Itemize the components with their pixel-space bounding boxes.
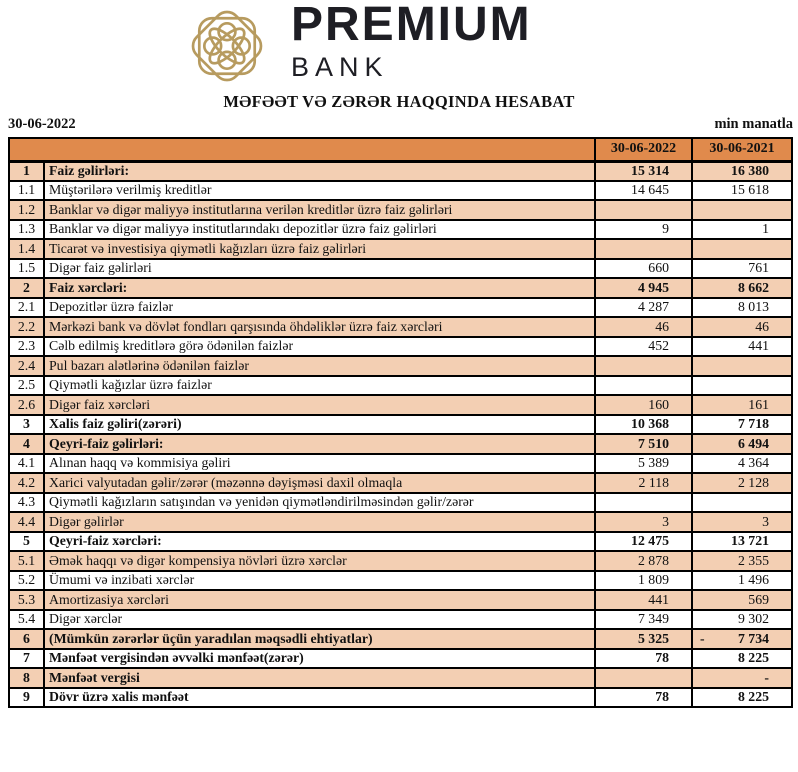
value-2022-cell: 14 645 <box>595 181 692 201</box>
value-2021-cell: 1 <box>692 220 792 240</box>
value-2022-cell: 7 349 <box>595 610 692 630</box>
value-2022-cell <box>595 668 692 688</box>
row-label-cell: Depozitlər üzrə faizlər <box>44 298 595 318</box>
value-2022-cell <box>595 376 692 396</box>
table-row <box>9 395 792 415</box>
value-2021-cell <box>692 493 792 513</box>
column-header-2022: 30-06-2022 <box>595 138 692 161</box>
value-2022-cell <box>595 200 692 220</box>
value-2022-cell: 5 325 <box>595 629 692 649</box>
report-date: 30-06-2022 <box>8 116 76 132</box>
table-row <box>9 415 792 435</box>
value-2021-cell: 13 721 <box>692 532 792 552</box>
value-2021-cell: 6 494 <box>692 434 792 454</box>
row-number-cell: 9 <box>9 688 44 708</box>
row-label-cell: Digər faiz xərcləri <box>44 395 595 415</box>
row-number-cell: 4.4 <box>9 512 44 532</box>
value-2021-cell: 1 496 <box>692 571 792 591</box>
value-2021-cell: - 7 734 <box>692 629 792 649</box>
value-2022-cell: 4 287 <box>595 298 692 318</box>
value-2021-cell: 441 <box>692 337 792 357</box>
value-2021-cell: 2 128 <box>692 473 792 493</box>
table-row <box>9 376 792 396</box>
row-label-cell: Cəlb edilmiş kreditlərə görə ödənilən faizlər <box>44 337 595 357</box>
table-row <box>9 551 792 571</box>
row-number-cell: 7 <box>9 649 44 669</box>
value-2022-cell: 160 <box>595 395 692 415</box>
row-number-cell: 3 <box>9 415 44 435</box>
row-label-cell: Digər gəlirlər <box>44 512 595 532</box>
row-number-cell: 5.1 <box>9 551 44 571</box>
table-row <box>9 181 792 201</box>
row-number-cell: 2.5 <box>9 376 44 396</box>
table-row <box>9 454 792 474</box>
row-label-cell: (Mümkün zərərlər üçün yaradılan məqsədli ehtiyatlar) <box>44 629 595 649</box>
row-label-cell: Xalis faiz gəliri(zərəri) <box>44 415 595 435</box>
row-number-cell: 2.6 <box>9 395 44 415</box>
table-row <box>9 200 792 220</box>
table-row <box>9 473 792 493</box>
row-number-cell: 1 <box>9 161 44 181</box>
value-2022-cell: 441 <box>595 590 692 610</box>
value-2021-cell <box>692 200 792 220</box>
table-row <box>9 688 792 708</box>
value-2021-cell: 761 <box>692 259 792 279</box>
row-label-cell: Dövr üzrə xalis mənfəət <box>44 688 595 708</box>
row-number-cell: 1.3 <box>9 220 44 240</box>
row-label-cell: Digər xərclər <box>44 610 595 630</box>
value-2021-cell: 7 718 <box>692 415 792 435</box>
table-row <box>9 259 792 279</box>
table-row <box>9 161 792 181</box>
row-number-cell: 5 <box>9 532 44 552</box>
table-row <box>9 356 792 376</box>
value-2021-cell <box>692 239 792 259</box>
value-2022-cell <box>595 239 692 259</box>
table-row <box>9 317 792 337</box>
table-row <box>9 610 792 630</box>
value-2022-cell: 15 314 <box>595 161 692 181</box>
value-2022-cell: 452 <box>595 337 692 357</box>
table-row <box>9 532 792 552</box>
row-number-cell: 4.2 <box>9 473 44 493</box>
value-2022-cell: 660 <box>595 259 692 279</box>
row-label-cell: Banklar və digər maliyyə institutlarına verilən kreditlər üzrə faiz gəlirləri <box>44 200 595 220</box>
value-2021-cell: 4 364 <box>692 454 792 474</box>
value-2021-cell: 46 <box>692 317 792 337</box>
row-number-cell: 5.4 <box>9 610 44 630</box>
row-number-cell: 2.3 <box>9 337 44 357</box>
value-2021-cell: 569 <box>692 590 792 610</box>
table-row <box>9 298 792 318</box>
row-label-cell: Ümumi və inzibati xərclər <box>44 571 595 591</box>
row-number-cell: 2.2 <box>9 317 44 337</box>
row-number-cell: 2.4 <box>9 356 44 376</box>
value-2022-cell: 78 <box>595 649 692 669</box>
row-number-cell: 5.3 <box>9 590 44 610</box>
value-2021-cell: 9 302 <box>692 610 792 630</box>
table-row <box>9 239 792 259</box>
value-2022-cell: 3 <box>595 512 692 532</box>
value-2022-cell: 10 368 <box>595 415 692 435</box>
knot-emblem-icon <box>180 4 274 88</box>
row-number-cell: 4.1 <box>9 454 44 474</box>
row-label-cell: Qiymətli kağızlar üzrə faizlər <box>44 376 595 396</box>
value-2021-cell: 8 225 <box>692 649 792 669</box>
row-label-cell: Ticarət və investisiya qiymətli kağızları üzrə faiz gəlirləri <box>44 239 595 259</box>
value-2021-cell: 161 <box>692 395 792 415</box>
row-label-cell: Müştərilərə verilmiş kreditlər <box>44 181 595 201</box>
value-2021-cell <box>692 356 792 376</box>
table-row <box>9 278 792 298</box>
table-row <box>9 337 792 357</box>
value-2022-cell <box>595 356 692 376</box>
row-label-cell: Mənfəət vergisindən əvvəlki mənfəət(zərər) <box>44 649 595 669</box>
bank-logo <box>291 1 532 81</box>
value-2021-cell: 3 <box>692 512 792 532</box>
column-header-2021: 30-06-2021 <box>692 138 792 161</box>
value-2021-cell: 8 225 <box>692 688 792 708</box>
value-2022-cell: 7 510 <box>595 434 692 454</box>
row-label-cell: Qeyri-faiz xərcləri: <box>44 532 595 552</box>
row-number-cell: 1.1 <box>9 181 44 201</box>
meta-row <box>8 116 793 133</box>
row-label-cell: Digər faiz gəlirləri <box>44 259 595 279</box>
row-label-cell: Pul bazarı alətlərinə ödənilən faizlər <box>44 356 595 376</box>
row-number-cell: 4.3 <box>9 493 44 513</box>
row-label-cell: Banklar və digər maliyyə institutlarındakı depozitlər üzrə faiz gəlirləri <box>44 220 595 240</box>
row-number-cell: 5.2 <box>9 571 44 591</box>
table-row <box>9 220 792 240</box>
row-label-cell: Alınan haqq və kommisiya gəliri <box>44 454 595 474</box>
row-number-cell: 6 <box>9 629 44 649</box>
value-2022-cell: 5 389 <box>595 454 692 474</box>
report-title: MƏFƏƏT VƏ ZƏRƏR HAQQINDA HESABAT <box>223 92 575 111</box>
table-row <box>9 571 792 591</box>
value-2022-cell: 2 118 <box>595 473 692 493</box>
row-label-cell: Faiz gəlirləri: <box>44 161 595 181</box>
value-2021-cell: 16 380 <box>692 161 792 181</box>
row-label-cell: Xarici valyutadan gəlir/zərər (məzənnə dəyişməsi daxil olmaqla <box>44 473 595 493</box>
value-2022-cell: 4 945 <box>595 278 692 298</box>
row-label-cell: Amortizasiya xərcləri <box>44 590 595 610</box>
value-2021-cell <box>692 376 792 396</box>
table-row <box>9 512 792 532</box>
value-2021-cell: 8 662 <box>692 278 792 298</box>
unit-label: min manatla <box>714 116 793 132</box>
value-2022-cell: 9 <box>595 220 692 240</box>
row-number-cell: 8 <box>9 668 44 688</box>
row-number-cell: 1.5 <box>9 259 44 279</box>
brand-subtitle: BANK <box>291 52 389 82</box>
value-2022-cell: 2 878 <box>595 551 692 571</box>
table-header-row <box>9 138 792 161</box>
table-row <box>9 629 792 649</box>
value-2022-cell: 46 <box>595 317 692 337</box>
table-row <box>9 668 792 688</box>
column-header-empty <box>9 138 595 161</box>
value-2021-cell: - <box>692 668 792 688</box>
row-number-cell: 1.4 <box>9 239 44 259</box>
brand-name: PREMIUM <box>291 0 532 51</box>
row-label-cell: Faiz xərcləri: <box>44 278 595 298</box>
row-label-cell: Əmək haqqı və digər kompensiya növləri üzrə xərclər <box>44 551 595 571</box>
minus-sign: - <box>700 630 705 646</box>
table-row <box>9 590 792 610</box>
row-label-cell: Qiymətli kağızların satışından və yenidən qiymətləndirilməsindən gəlir/zərər <box>44 493 595 513</box>
row-label-cell: Mərkəzi bank və dövlət fondları qarşısında öhdəliklər üzrə faiz xərcləri <box>44 317 595 337</box>
value-2021-cell: 8 013 <box>692 298 792 318</box>
value-2022-cell: 1 809 <box>595 571 692 591</box>
value-2021-cell: 15 618 <box>692 181 792 201</box>
row-number-cell: 4 <box>9 434 44 454</box>
value-2022-cell <box>595 493 692 513</box>
row-number-cell: 2 <box>9 278 44 298</box>
income-statement-table <box>8 137 793 708</box>
row-number-cell: 1.2 <box>9 200 44 220</box>
row-label-cell: Mənfəət vergisi <box>44 668 595 688</box>
table-row <box>9 649 792 669</box>
row-label-cell: Qeyri-faiz gəlirləri: <box>44 434 595 454</box>
value-2022-cell: 78 <box>595 688 692 708</box>
row-number-cell: 2.1 <box>9 298 44 318</box>
value-2021-cell: 2 355 <box>692 551 792 571</box>
value-2022-cell: 12 475 <box>595 532 692 552</box>
table-row <box>9 493 792 513</box>
table-row <box>9 434 792 454</box>
